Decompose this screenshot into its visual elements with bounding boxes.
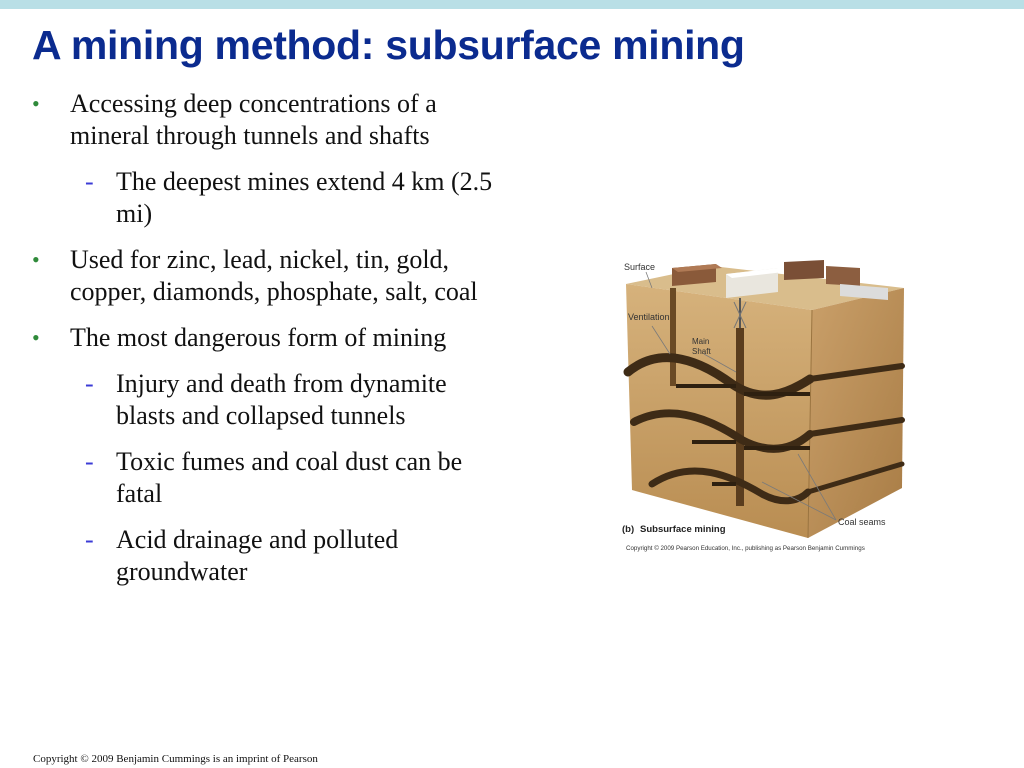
sub-bullet-text: The deepest mines extend 4 km (2.5 mi) [116,167,493,228]
sub-bullet-text: Injury and death from dynamite blasts and collapsed tunnels [116,369,447,430]
bullet-text: The most dangerous form of mining [70,323,447,352]
figure-caption: Subsurface mining [640,524,726,535]
sub-bullet-item [28,368,508,432]
top-accent-band [0,0,1024,9]
figure-caption-letter: (b) [622,524,635,535]
label-coal-seams: Coal seams [838,517,886,527]
sub-bullet-item [28,166,508,230]
bullet-item [28,244,508,308]
figure-credit: Copyright © 2009 Pearson Education, Inc., publishing as Pearson Benjamin Cummings [626,545,865,552]
label-ventilation: Ventilation [628,312,670,322]
bullet-list [28,88,508,602]
slide-title: A mining method: subsurface mining [32,22,745,68]
bullet-item [28,322,508,354]
sub-bullet-item [28,446,508,510]
bullet-dot-icon: • [32,325,40,350]
bullet-text: Accessing deep concentrations of a mineral through tunnels and shafts [70,89,437,150]
slide-footer-copyright: Copyright © 2009 Benjamin Cummings is an imprint of Pearson [33,753,318,765]
subsurface-mining-illustration [612,244,912,564]
label-surface: Surface [624,262,656,272]
bullet-text: Used for zinc, lead, nickel, tin, gold, copper, diamonds, phosphate, salt, coal [70,245,478,306]
sub-bullet-text: Acid drainage and polluted groundwater [116,525,399,586]
label-main-shaft-line-2: Shaft [692,347,711,356]
sub-bullet-item [28,524,508,588]
bullet-item [28,88,508,152]
dash-icon: - [85,525,94,554]
ventilation-shaft [670,288,676,386]
label-main-shaft-line-1: Main [692,337,710,346]
dash-icon: - [85,369,94,398]
sub-bullet-text: Toxic fumes and coal dust can be fatal [116,447,463,508]
dash-icon: - [85,167,94,196]
dash-icon: - [85,447,94,476]
bullet-dot-icon: • [32,247,40,272]
ground-side-face [808,288,904,538]
bullet-dot-icon: • [32,91,40,116]
